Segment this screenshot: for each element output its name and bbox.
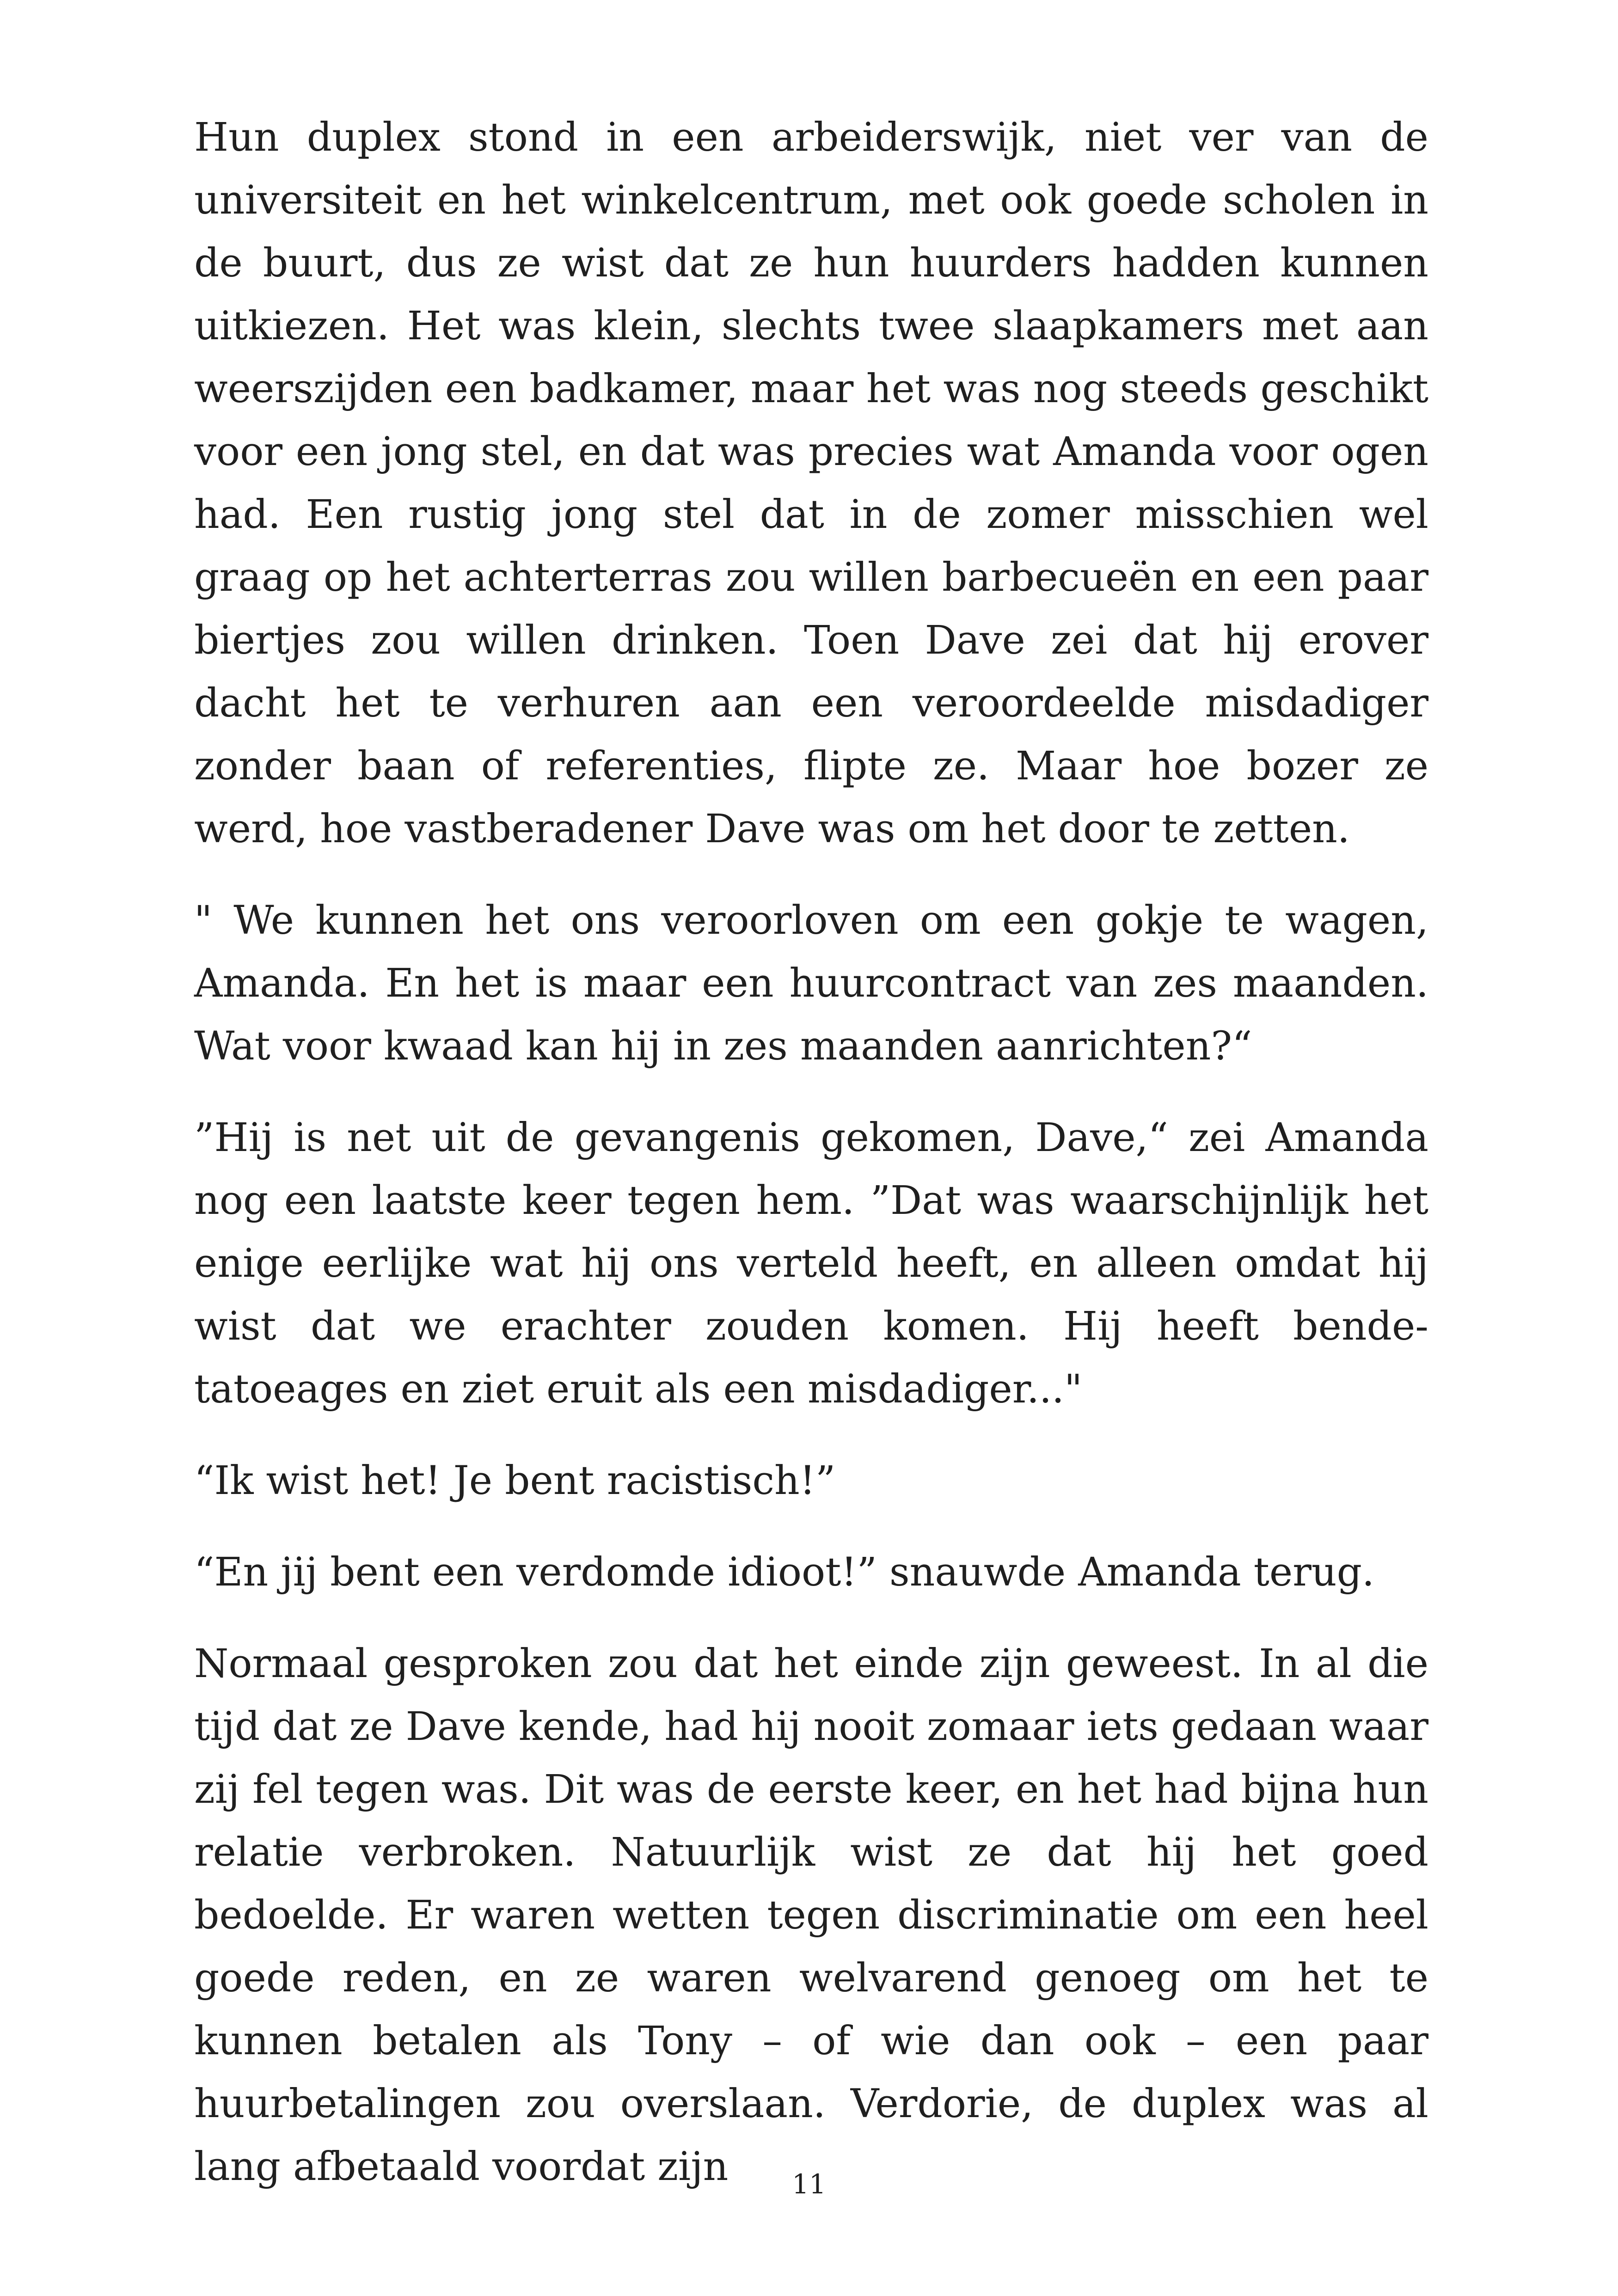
body-text (194, 106, 1428, 2227)
paragraph-1: Hun duplex stond in een arbeiderswijk, niet ver van de universiteit en het winkelcentrum, met ook goede scholen in de buurt, dus ze wist dat ze hun huurders hadden kunnen uitkiezen. Het was klein, slechts twee slaapkamers met aan weerszijden een badkamer, maar het was nog steeds geschikt voor een jong stel, en dat was precies wat Amanda voor ogen had. Een rustig jong stel dat in de zomer misschien wel graag op het achterterras zou willen barbecueën en een paar biertjes zou willen drinken. Toen Dave zei dat hij erover dacht het te verhuren aan een veroordeelde misdadiger zonder baan of referenties, flipte ze. Maar hoe bozer ze werd, hoe vastberadener Dave was om het door te zetten. (194, 115, 1428, 852)
paragraph-3: ”Hij is net uit de gevangenis gekomen, Dave,“ zei Amanda nog een laatste keer tegen hem. ”Dat was waarschijnlijk het enige eerlijke wat hij ons verteld heeft, en alleen omdat hij wist dat we erachter zouden komen. Hij heeft bende-tatoeages en ziet eruit als een misdadiger..." (194, 1115, 1428, 1412)
paragraph-5: “En jij bent een verdomde idioot!” snauwde Amanda terug. (194, 1549, 1375, 1595)
paragraph-4: “Ik wist het! Je bent racistisch!” (194, 1458, 836, 1504)
paragraph-6: Normaal gesproken zou dat het einde zijn geweest. In al die tijd dat ze Dave kende, had hij nooit zomaar iets gedaan waar zij fel tegen was. Dit was de eerste keer, en het had bijna hun relatie verbroken. Natuurlijk wist ze dat hij het goed bedoelde. Er waren wetten tegen discriminatie om een heel goede reden, en ze waren welvarend genoeg om het te kunnen betalen als Tony – of wie dan ook – een paar huurbetalingen zou overslaan. Verdorie, de duplex was al lang afbetaald voordat zijn (194, 1641, 1428, 2190)
paragraph-2: " We kunnen het ons veroorloven om een gokje te wagen, Amanda. En het is maar een huurcontract van zes maanden. Wat voor kwaad kan hij in zes maanden aanrichten?“ (194, 898, 1428, 1069)
page-number: 11 (792, 2168, 826, 2200)
